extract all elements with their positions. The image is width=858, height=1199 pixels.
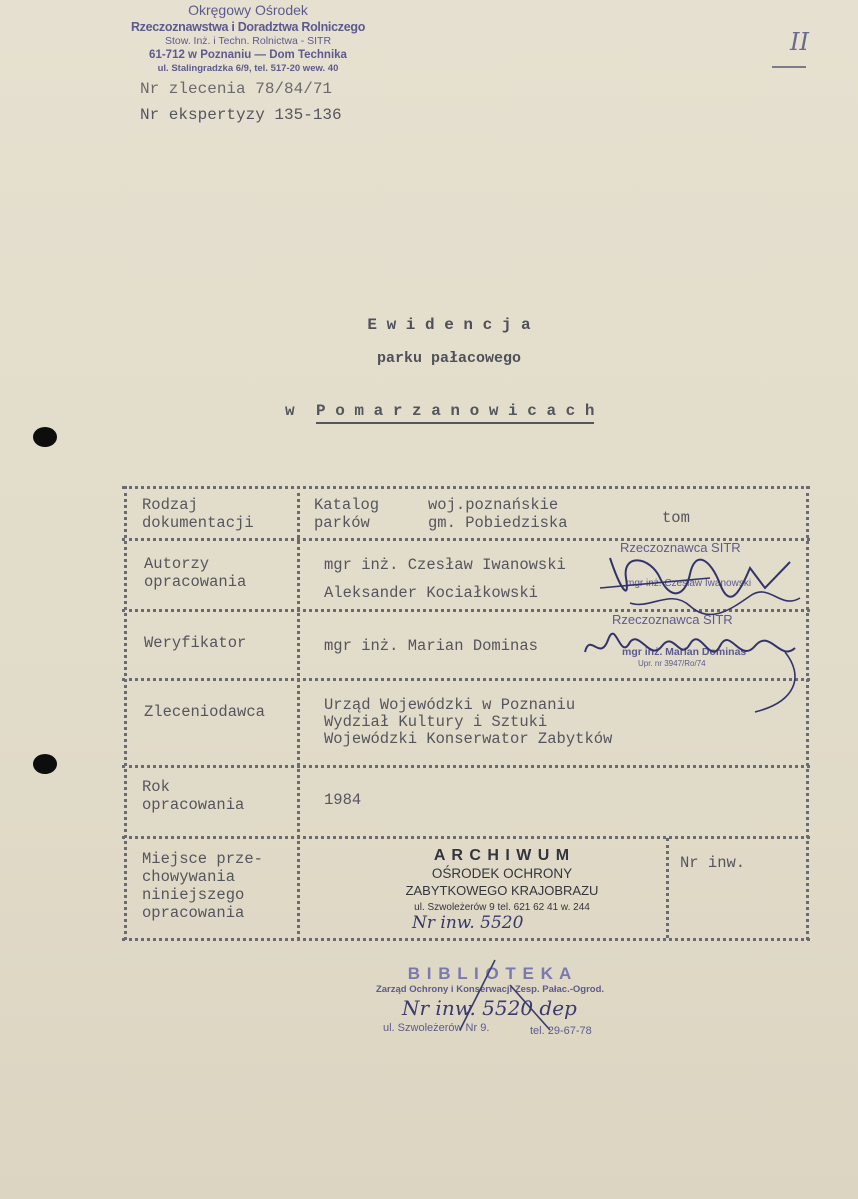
header-stamp-line5: ul. Stalingradzka 6/9, tel. 517-20 wew. 40	[157, 62, 339, 74]
header-stamp-line3: Stow. Inż. i Techn. Rolnictwa - SITR	[164, 35, 332, 48]
stamp-sitr-2-line2: mgr inż. Marian Dominas	[622, 646, 747, 659]
stamp-sitr-1-line2: mgr inż. Czesław Iwanowski	[626, 578, 752, 590]
archive-stamp-line4: ul. Szwoleżerów 9 tel. 621 62 41 w. 244	[414, 902, 590, 914]
title-line-2: parku pałacowego	[376, 350, 522, 367]
title-line-1: E w i d e n c j a	[367, 316, 531, 334]
value-zleceniodawca: Urząd Wojewódzki w Poznaniu Wydział Kultury i Sztuki Wojewódzki Konserwator Zabytków	[324, 696, 613, 748]
value-nr-inw: Nr inw.	[680, 854, 746, 872]
library-stamp-line2: Zarząd Ochrony i Konserwacji Zesp. Pałac.-Ogrod.	[375, 984, 605, 996]
header-stamp-line4: 61-712 w Poznaniu — Dom Technika	[149, 49, 347, 62]
punch-hole-top	[33, 427, 57, 447]
label-rodzaj-dokumentacji: Rodzaj dokumentacji	[142, 496, 254, 532]
stamp-sitr-2-line3: Upr. nr 3947/Ro/74	[638, 659, 706, 669]
signature-iwanowski	[590, 548, 810, 618]
value-author-2: Aleksander Kociałkowski	[324, 584, 538, 602]
header-stamp	[128, 2, 368, 75]
library-stamp-address: ul. Szwoleżerów Nr 9.	[383, 1022, 490, 1034]
value-author-1: mgr inż. Czesław Iwanowski	[324, 556, 566, 574]
value-rok: 1984	[324, 791, 362, 809]
title-line-3-place: P o m a r z a n o w i c a c h	[316, 402, 594, 424]
archive-stamp	[392, 846, 612, 915]
punch-hole-bottom	[33, 754, 57, 774]
corner-mark: II	[790, 28, 809, 56]
library-cross-out	[440, 955, 560, 1035]
table-rule	[297, 486, 300, 940]
value-weryfikator: mgr inż. Marian Dominas	[324, 637, 538, 655]
signature-dominas	[580, 622, 810, 717]
stamp-sitr-2-line1: Rzeczoznawca SITR	[612, 612, 733, 627]
table-rule	[122, 938, 810, 941]
archive-stamp-line3: ZABYTKOWEGO KRAJOBRAZU	[405, 882, 599, 898]
value-katalog: Katalog parków	[314, 496, 380, 532]
corner-mark-line	[772, 66, 806, 68]
table-rule	[122, 765, 810, 768]
label-miejsce: Miejsce prze- chowywania niniejszego opracowania	[142, 850, 263, 922]
table-rule	[122, 486, 810, 489]
order-number: Nr zlecenia 78/84/71	[140, 80, 333, 98]
value-region: woj.poznańskie gm. Pobiedziska	[428, 496, 568, 532]
table-rule	[122, 836, 810, 839]
archive-inventory-number: Nr inw. 5520	[412, 913, 524, 933]
value-tom: tom	[662, 509, 690, 527]
label-weryfikator: Weryfikator	[144, 634, 247, 652]
library-stamp-line1: B I B L I O T E K A	[407, 964, 573, 983]
library-inventory-number: Nr inw. 5520 dep	[402, 996, 577, 1020]
archive-stamp-line2: OŚRODEK OCHRONY	[431, 866, 573, 881]
table-rule	[124, 486, 127, 940]
table-rule	[666, 838, 669, 938]
expertise-number: Nr ekspertyzy 135-136	[140, 106, 342, 124]
label-autorzy: Autorzy opracowania	[144, 555, 247, 591]
title-line-3-prefix: w	[285, 402, 295, 420]
stamp-sitr-1-line1: Rzeczoznawca SITR	[620, 540, 741, 555]
library-stamp-phone: tel. 29-67-78	[530, 1025, 592, 1037]
archive-stamp-line1: A R C H I W U M	[433, 847, 571, 864]
label-zleceniodawca: Zleceniodawca	[144, 703, 265, 721]
label-rok: Rok opracowania	[142, 778, 245, 814]
header-stamp-line2: Rzeczoznawstwa i Doradztwa Rolniczego	[130, 19, 366, 34]
header-stamp-line1: Okręgowy Ośrodek	[188, 2, 308, 18]
